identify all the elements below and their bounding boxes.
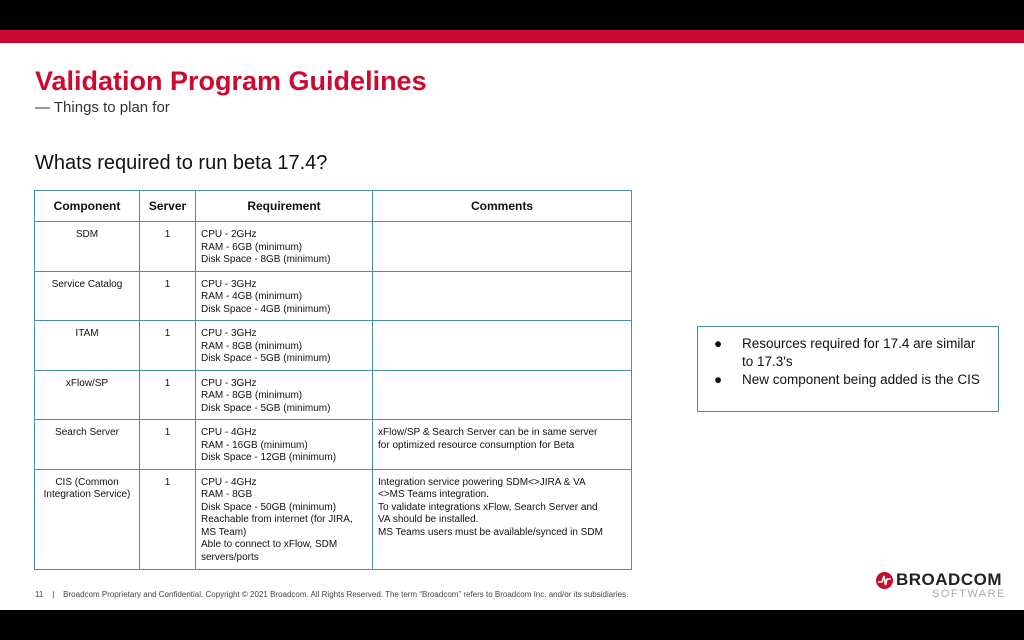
- cell-text-line: RAM - 16GB (minimum): [201, 439, 308, 451]
- cell-text-line: Disk Space - 5GB (minimum): [201, 353, 331, 364]
- cell-text-line: To validate integrations xFlow, Search Server and: [378, 501, 598, 513]
- server-cell: 1: [140, 420, 196, 470]
- requirement-cell: [196, 370, 373, 420]
- cell-text-line: RAM - 8GB (minimum): [201, 340, 303, 352]
- cell-text-line: servers/ports: [201, 551, 259, 563]
- bullet-icon: ●: [714, 336, 723, 351]
- comments-cell: [373, 321, 632, 371]
- list-item: [714, 335, 990, 371]
- bullet-text: New component being added is the CIS: [742, 372, 980, 387]
- cell-text-line: CPU - 4GHz: [201, 476, 257, 488]
- cell-text-line: Able to connect to xFlow, SDM: [201, 539, 338, 550]
- page-number: 11: [35, 590, 44, 599]
- table-row: [35, 271, 632, 321]
- cell-text-line: Disk Space - 50GB (minimum): [201, 501, 337, 513]
- table-row: [35, 222, 632, 272]
- comments-cell: [373, 271, 632, 321]
- broadcom-logo: [876, 570, 1006, 604]
- requirement-cell: [196, 420, 373, 470]
- table-row: [35, 420, 632, 470]
- component-cell: [35, 370, 140, 420]
- cell-text-line: Service Catalog: [51, 278, 123, 290]
- table-row: [35, 370, 632, 420]
- list-item: [714, 371, 990, 389]
- cell-text-line: ITAM: [75, 328, 99, 339]
- cell-text-line: MS Team): [201, 526, 247, 538]
- cell-text-line: CPU - 3GHz: [201, 278, 257, 290]
- logo-subtext: SOFTWARE: [932, 588, 1006, 600]
- cell-text-line: Reachable from internet (for JIRA,: [201, 514, 353, 525]
- bullet-text: Resources required for 17.4 are similar to 17.3's: [742, 336, 976, 369]
- server-cell: 1: [140, 271, 196, 321]
- server-cell: 1: [140, 469, 196, 569]
- cell-text-line: RAM - 4GB (minimum): [201, 291, 303, 302]
- cell-text-line: CIS (Common: [55, 476, 119, 488]
- callout-list: [698, 327, 998, 389]
- cell-text-line: Disk Space - 4GB (minimum): [201, 303, 331, 315]
- requirement-cell: [196, 271, 373, 321]
- column-header: Requirement: [196, 191, 373, 222]
- table-body: [35, 222, 632, 570]
- comments-cell: [373, 420, 632, 470]
- cell-text-line: xFlow/SP & Search Server can be in same server: [378, 427, 598, 438]
- component-cell: [35, 271, 140, 321]
- component-cell: [35, 222, 140, 272]
- server-cell: 1: [140, 370, 196, 420]
- column-header: Server: [140, 191, 196, 222]
- component-cell: [35, 469, 140, 569]
- cell-text-line: MS Teams users must be available/synced in SDM: [378, 526, 603, 538]
- component-cell: [35, 321, 140, 371]
- cell-text-line: RAM - 6GB (minimum): [201, 241, 303, 253]
- presentation-slide: [0, 30, 1024, 610]
- broadcom-logo-icon: [876, 572, 893, 589]
- component-cell: [35, 420, 140, 470]
- cell-text-line: CPU - 3GHz: [201, 377, 257, 389]
- bullet-icon: ●: [714, 372, 723, 387]
- cell-text-line: for optimized resource consumption for Beta: [378, 439, 575, 451]
- comments-cell: [373, 222, 632, 272]
- cell-text-line: CPU - 3GHz: [201, 328, 257, 339]
- cell-text-line: Disk Space - 12GB (minimum): [201, 452, 337, 463]
- cell-text-line: Integration Service): [43, 489, 131, 500]
- cell-text-line: Integration service powering SDM<>JIRA & VA: [378, 476, 586, 488]
- requirement-cell: [196, 321, 373, 371]
- cell-text-line: xFlow/SP: [65, 377, 109, 389]
- table-header-row: [35, 191, 632, 222]
- cell-text-line: SDM: [75, 229, 99, 240]
- footer-text: Broadcom Proprietary and Confidential. Copyright © 2021 Broadcom. All Rights Reserved. The term “Broadcom” refers to Broadcom Inc. and/or its subsidiaries.: [63, 590, 629, 599]
- logo-wordmark: BROADCOM: [896, 570, 1002, 589]
- comments-cell: [373, 370, 632, 420]
- cell-text-line: VA should be installed.: [378, 514, 479, 525]
- cell-text-line: CPU - 4GHz: [201, 427, 257, 438]
- footer-separator: |: [52, 590, 55, 599]
- requirement-cell: [196, 222, 373, 272]
- server-cell: 1: [140, 222, 196, 272]
- slide-subtitle: — Things to plan for: [35, 99, 170, 116]
- slide-title: Validation Program Guidelines: [35, 66, 427, 96]
- cell-text-line: Search Server: [55, 427, 119, 438]
- requirements-table: [34, 190, 632, 570]
- table-row: [35, 469, 632, 569]
- slide-footer: [35, 590, 628, 599]
- cell-text-line: RAM - 8GB: [201, 489, 253, 500]
- cell-text-line: RAM - 8GB (minimum): [201, 390, 303, 401]
- cell-text-line: Disk Space - 8GB (minimum): [201, 254, 331, 265]
- requirement-cell: [196, 469, 373, 569]
- cell-text-line: <>MS Teams integration.: [378, 489, 489, 500]
- summary-callout: [697, 326, 999, 412]
- section-heading: Whats required to run beta 17.4?: [35, 152, 328, 174]
- column-header: Comments: [373, 191, 632, 222]
- column-header: Component: [35, 191, 140, 222]
- brand-bar: [0, 30, 1024, 43]
- server-cell: 1: [140, 321, 196, 371]
- cell-text-line: Disk Space - 5GB (minimum): [201, 402, 331, 414]
- comments-cell: [373, 469, 632, 569]
- table-row: [35, 321, 632, 371]
- cell-text-line: CPU - 2GHz: [201, 229, 257, 240]
